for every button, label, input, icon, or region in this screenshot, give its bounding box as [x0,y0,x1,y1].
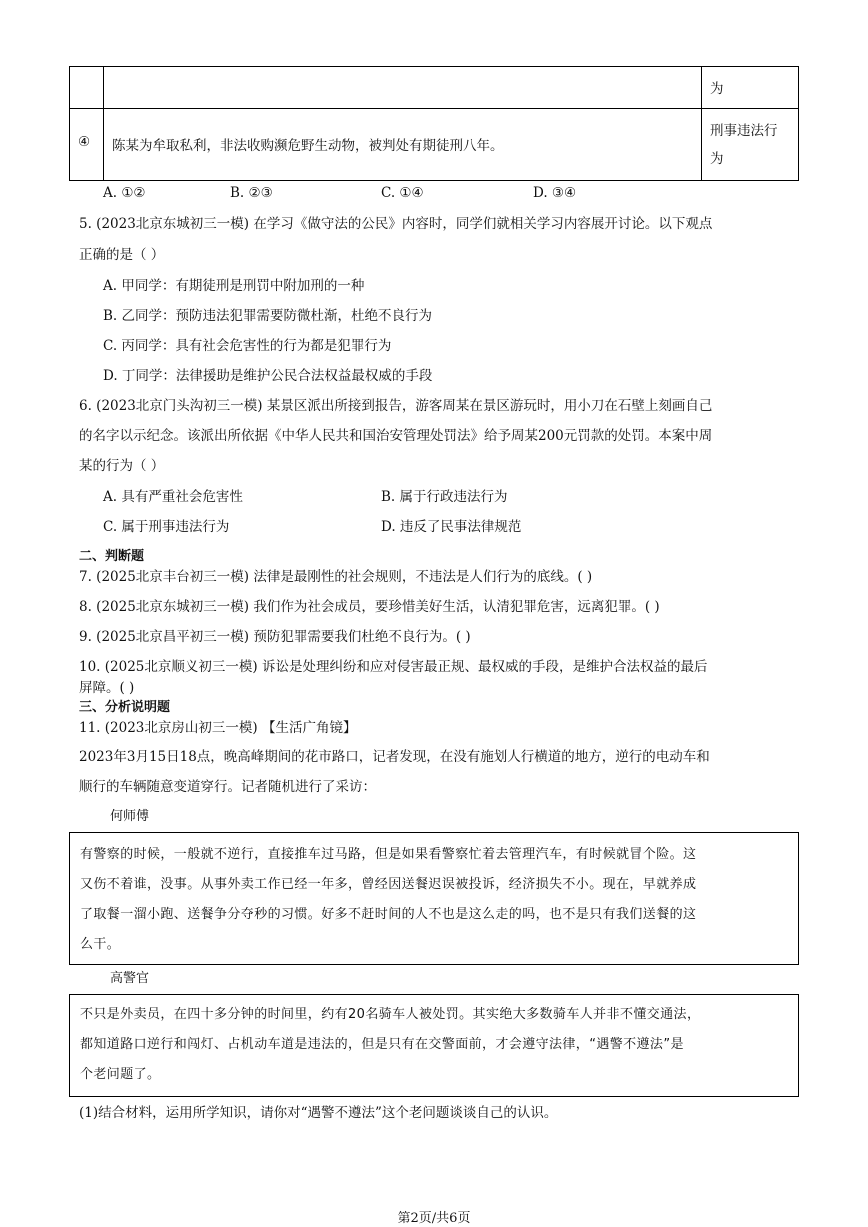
table-cell: 陈某为牟取私利，非法收购濒危野生动物，被判处有期徒刑八年。 [112,138,504,154]
quote-line: 个老问题了。 [80,1067,161,1082]
quote-line: 么干。 [80,937,121,952]
material-paragraph: 顺行的车辆随意变道穿行。记者随机进行了采访： [79,779,376,795]
option-d: D. 丁同学：法律援助是维护公民合法权益最权威的手段 [103,368,433,384]
option-d: D. 违反了民事法律规范 [381,519,522,535]
option-c: C. 丙同学：具有社会危害性的行为都是犯罪行为 [103,338,392,354]
table-cell: 为 [710,81,724,97]
section-title: 三、分析说明题 [79,700,171,715]
question-10: 10. (2025北京顺义初三一模) 诉讼是处理纠纷和应对侵害最正规、最权威的手段，是维护合法权益的最后 [79,659,708,675]
page-number: 第2页/共6页 [397,1211,471,1226]
material-paragraph: 2023年3月15日18点，晚高峰期间的花市路口，记者发现，在没有施划人行横道的地方，逆行的电动车和 [79,749,710,765]
quote-line: 都知道路口逆行和闯灯、占机动车道是违法的，但是只有在交警面前，才会遵守法律，“遇警不遵法”是 [80,1037,684,1052]
speaker-label: 高警官 [110,971,150,986]
option-b: B. 属于行政违法行为 [381,489,508,505]
option-d: D. ③④ [533,185,577,201]
table-divider [701,67,702,180]
question-6-stem: 某的行为（ ） [79,458,165,474]
table-divider [103,67,104,180]
option-c: C. 属于刑事违法行为 [103,519,230,535]
question-9: 9. (2025北京昌平初三一模) 预防犯罪需要我们杜绝不良行为。( ) [79,629,471,645]
quote-box [69,832,799,965]
option-b: B. ②③ [230,185,273,201]
table-cell: 刑事违法行 [710,123,778,139]
option-c: C. ①④ [381,185,424,201]
table-cell-number: ④ [78,134,91,150]
option-a: A. 具有严重社会危害性 [103,489,243,505]
quote-line: 又伤不着谁，没事。从事外卖工作已经一年多，曾经因送餐迟误被投诉，经济损失不小。现在，早就养成 [80,877,697,892]
question-7: 7. (2025北京丰台初三一模) 法律是最刚性的社会规则，不违法是人们行为的底线。( ) [79,569,593,585]
option-a: A. 甲同学：有期徒刑是刑罚中附加刑的一种 [103,278,365,294]
question-5-stem: 正确的是（ ） [79,247,165,263]
table-cell: 为 [710,151,724,167]
quote-line: 有警察的时候，一般就不逆行，直接推车过马路，但是如果看警察忙着去管理汽车，有时候就冒个险。这 [80,847,697,862]
question-6-stem: 的名字以示纪念。该派出所依据《中华人民共和国治安管理处罚法》给予周某200元罚款的处罚。本案中周 [79,428,713,444]
quote-line: 不只是外卖员，在四十多分钟的时间里，约有20名骑车人被处罚。其实绝大多数骑车人并非不懂交通法， [80,1007,701,1022]
question-11-title: 11. (2023北京房山初三一模) 【生活广角镜】 [79,720,357,736]
question-8: 8. (2025北京东城初三一模) 我们作为社会成员，要珍惜美好生活，认清犯罪危害，远离犯罪。( ) [79,599,660,615]
quote-box [69,994,799,1097]
option-a: A. ①② [103,185,146,201]
question-5-stem: 5. (2023北京东城初三一模) 在学习《做守法的公民》内容时，同学们就相关学习内容展开讨论。以下观点 [79,216,713,232]
speaker-label: 何师傅 [110,809,150,824]
quote-line: 了取餐一溜小跑、送餐争分夺秒的习惯。好多不赶时间的人不也是这么走的吗，也不是只有我们送餐的这 [80,907,697,922]
option-b: B. 乙同学：预防违法犯罪需要防微杜渐，杜绝不良行为 [103,308,433,324]
section-title: 二、判断题 [79,549,145,564]
question-10: 屏障。( ) [79,680,135,696]
sub-question-1: (1)结合材料，运用所学知识，请你对“遇警不遵法”这个老问题谈谈自己的认识。 [79,1105,558,1121]
question-table [69,66,799,181]
table-divider [70,108,798,109]
question-6-stem: 6. (2023北京门头沟初三一模) 某景区派出所接到报告，游客周某在景区游玩时，用小刀在石壁上刻画自己 [79,398,713,414]
